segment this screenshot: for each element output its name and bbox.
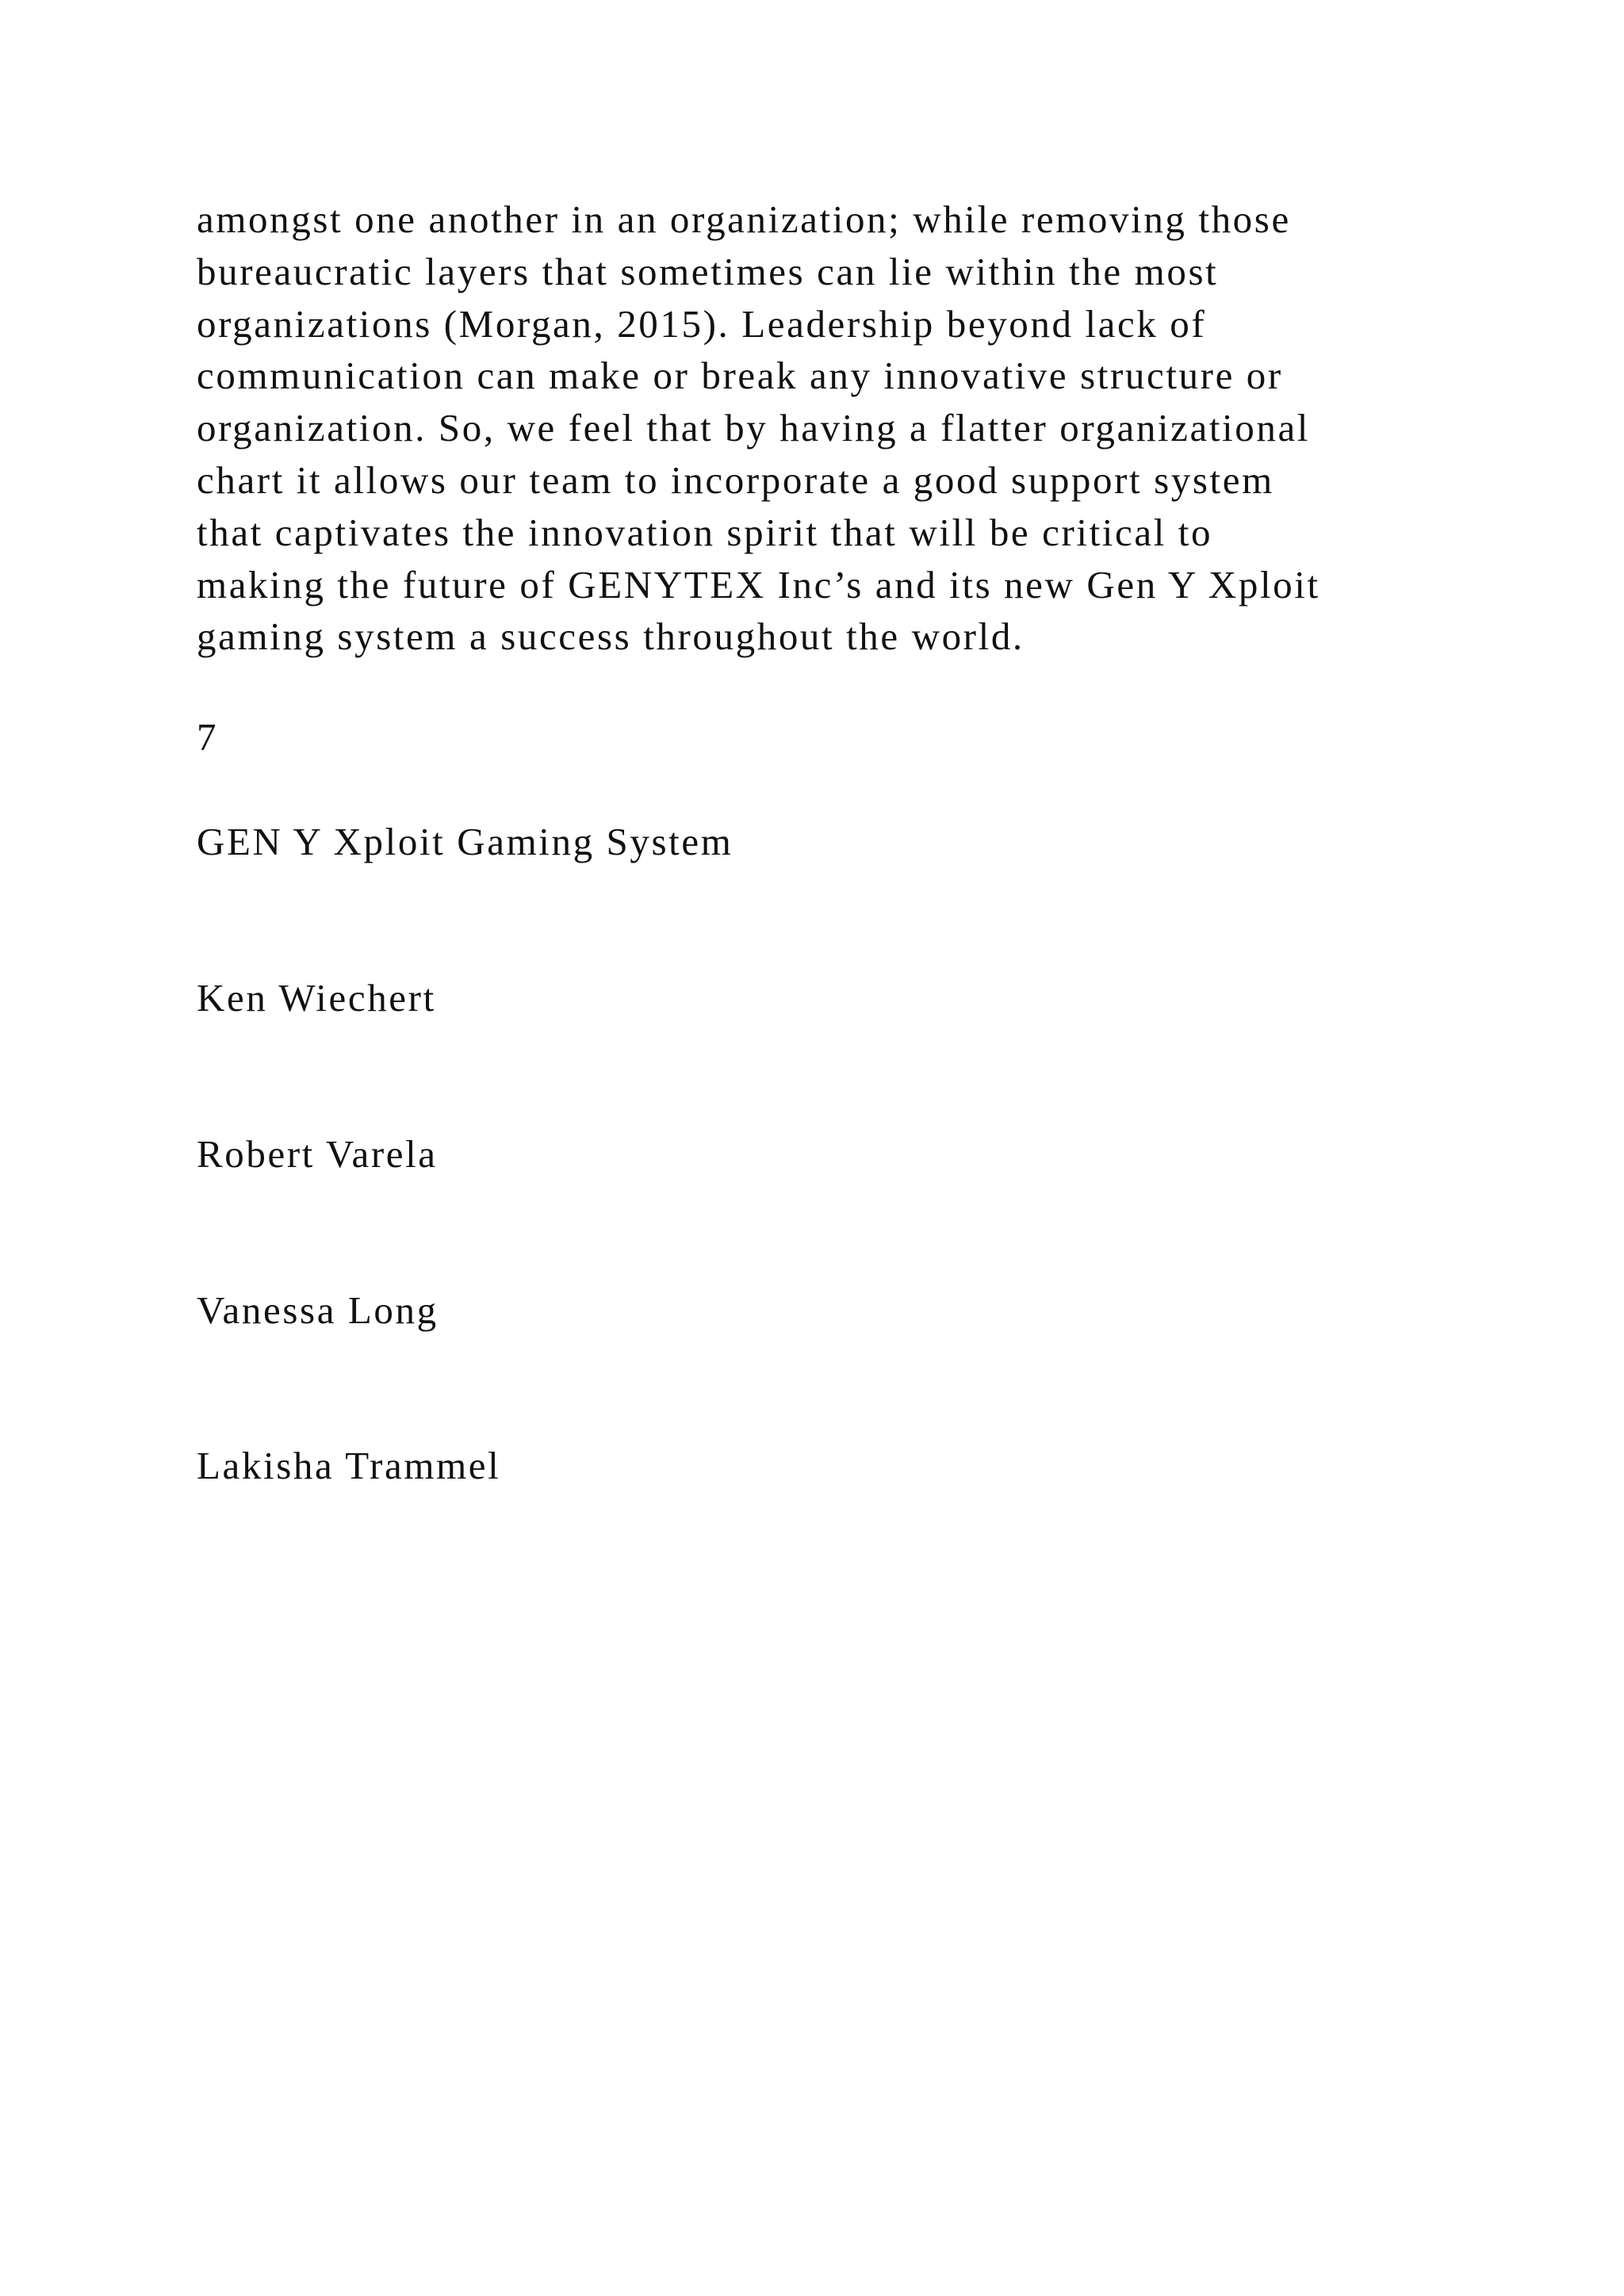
- paragraph-line: organizations (Morgan, 2015). Leadership beyond lack of: [197, 301, 1207, 346]
- paragraph-line: bureaucratic layers that sometimes can lie within the most: [197, 249, 1219, 293]
- paragraph-line: that captivates the innovation spirit that will be critical to: [197, 510, 1213, 554]
- author-name: Robert Varela: [197, 1132, 438, 1176]
- paragraph-line: communication can make or break any innovative structure or: [197, 354, 1283, 398]
- author-name: Ken Wiechert: [197, 976, 436, 1020]
- paragraph-line: gaming system a success throughout the world.: [197, 614, 1025, 659]
- document-title: GEN Y Xploit Gaming System: [197, 820, 733, 863]
- paragraph-line: chart it allows our team to incorporate a good support system: [197, 457, 1274, 502]
- document-content: [197, 193, 1465, 1487]
- paragraph-line: making the future of GENYTEX Inc’s and its new Gen Y Xploit: [197, 562, 1320, 607]
- page-number: 7: [197, 715, 219, 759]
- paragraph-line: amongst one another in an organization; while removing those: [197, 197, 1291, 241]
- author-name: Vanessa Long: [197, 1288, 439, 1332]
- author-name: Lakisha Trammel: [197, 1444, 501, 1487]
- paragraph-line: organization. So, we feel that by having a flatter organizational: [197, 406, 1311, 450]
- body-paragraph: [197, 193, 1465, 663]
